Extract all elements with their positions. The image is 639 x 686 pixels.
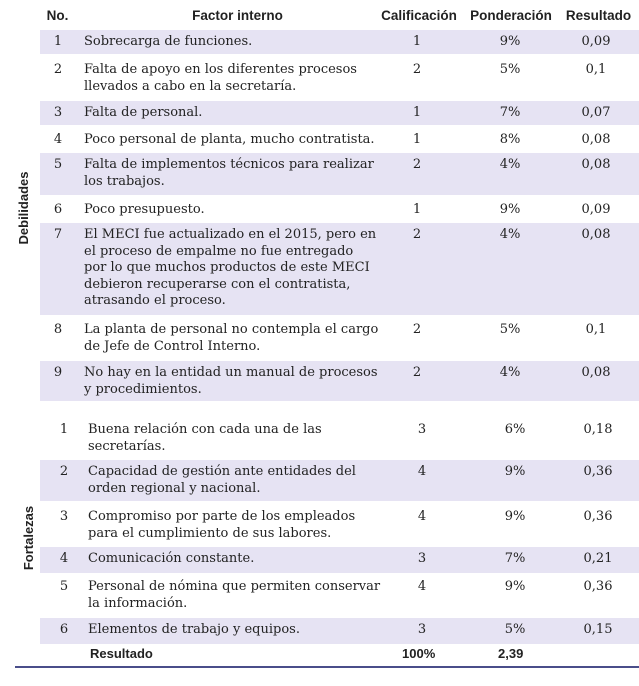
row-ponderacion: 6%	[504, 422, 526, 437]
row-calificacion: 3	[417, 622, 427, 637]
header-ponderacion: Ponderación	[470, 7, 552, 23]
row-number: 7	[53, 227, 63, 242]
section-label-fortalezas: Fortalezas	[21, 505, 36, 571]
row-ponderacion: 9%	[504, 509, 526, 524]
header-resultado: Resultado	[565, 7, 632, 23]
row-factor: Capacidad de gestión ante entidades del orden regional y nacional.	[88, 464, 356, 496]
header-factor: Factor interno	[192, 7, 283, 23]
row-resultado: 0,21	[583, 551, 613, 566]
table-row	[40, 505, 639, 545]
row-calificacion: 2	[412, 365, 422, 380]
row-calificacion: 3	[417, 422, 427, 437]
row-ponderacion: 8%	[499, 132, 521, 147]
table-row	[40, 30, 639, 54]
row-calificacion: 4	[417, 579, 427, 594]
table-row	[40, 575, 639, 615]
row-factor: Sobrecarga de funciones.	[84, 34, 253, 49]
total-ponderacion: 2,39	[498, 646, 524, 661]
row-factor: Comunicación constante.	[88, 551, 255, 566]
total-label: Resultado	[90, 646, 153, 661]
row-ponderacion: 5%	[499, 322, 521, 337]
row-ponderacion: 4%	[499, 157, 521, 172]
table-row	[40, 361, 639, 401]
row-calificacion: 2	[412, 227, 422, 242]
row-ponderacion: 9%	[504, 464, 526, 479]
header-no: No.	[46, 7, 69, 23]
total-row	[40, 646, 639, 664]
row-ponderacion: 7%	[499, 105, 521, 120]
row-resultado: 0,08	[581, 157, 611, 172]
row-factor: Falta de personal.	[84, 105, 203, 120]
row-resultado: 0,08	[581, 227, 611, 242]
row-calificacion: 1	[412, 34, 422, 49]
table-row	[40, 153, 639, 195]
row-calificacion: 1	[412, 132, 422, 147]
row-number: 3	[53, 105, 63, 120]
row-number: 6	[59, 622, 69, 637]
bottom-divider	[15, 666, 639, 668]
row-number: 2	[53, 62, 63, 77]
row-ponderacion: 9%	[499, 34, 521, 49]
row-resultado: 0,36	[583, 464, 613, 479]
row-number: 4	[59, 551, 69, 566]
table-row	[40, 460, 639, 501]
row-factor: Buena relación con cada una de las secretarías.	[88, 422, 322, 454]
row-ponderacion: 5%	[504, 622, 526, 637]
total-calificacion: 100%	[402, 646, 436, 661]
row-factor: Personal de nómina que permiten conservar la información.	[88, 579, 381, 611]
row-resultado: 0,15	[583, 622, 613, 637]
row-factor: El MECI fue actualizado en el 2015, pero en el proceso de empalme no fue entregado por lo que muchos productos de este MECI debieron recuperarse con el contratista, atrasando el proceso.	[84, 227, 377, 308]
row-calificacion: 4	[417, 464, 427, 479]
row-resultado: 0,36	[583, 509, 613, 524]
table-row	[40, 547, 639, 573]
row-number: 2	[59, 464, 69, 479]
row-number: 1	[59, 422, 69, 437]
row-factor: La planta de personal no contempla el cargo de Jefe de Control Interno.	[84, 322, 379, 354]
row-factor: Falta de apoyo en los diferentes procesos llevados a cabo en la secretaría.	[84, 62, 357, 94]
table-row	[40, 198, 639, 220]
row-number: 6	[53, 202, 63, 217]
row-resultado: 0,36	[583, 579, 613, 594]
section-label-debilidades: Debilidades	[16, 171, 31, 245]
row-ponderacion: 5%	[499, 62, 521, 77]
row-ponderacion: 4%	[499, 365, 521, 380]
row-resultado: 0,07	[581, 105, 611, 120]
header-calificacion: Calificación	[381, 7, 457, 23]
table-row	[40, 128, 639, 150]
row-number: 1	[53, 34, 63, 49]
row-ponderacion: 7%	[504, 551, 526, 566]
table-row	[40, 223, 639, 315]
table-row	[40, 318, 639, 358]
table-row	[40, 58, 639, 98]
row-ponderacion: 9%	[499, 202, 521, 217]
row-resultado: 0,1	[585, 62, 607, 77]
row-resultado: 0,09	[581, 34, 611, 49]
row-calificacion: 2	[412, 322, 422, 337]
table-row	[40, 618, 639, 644]
table-row	[40, 101, 639, 125]
row-number: 5	[53, 157, 63, 172]
row-calificacion: 1	[412, 105, 422, 120]
row-number: 3	[59, 509, 69, 524]
row-number: 4	[53, 132, 63, 147]
row-number: 5	[59, 579, 69, 594]
row-factor: Elementos de trabajo y equipos.	[88, 622, 300, 637]
row-factor: Falta de implementos técnicos para realizar los trabajos.	[84, 157, 374, 189]
row-calificacion: 4	[417, 509, 427, 524]
row-resultado: 0,08	[581, 365, 611, 380]
row-factor: Compromiso por parte de los empleados para el cumplimiento de sus labores.	[88, 509, 356, 541]
row-resultado: 0,1	[585, 322, 607, 337]
row-factor: No hay en la entidad un manual de procesos y procedimientos.	[84, 365, 378, 397]
row-factor: Poco personal de planta, mucho contratista.	[84, 132, 375, 147]
row-factor: Poco presupuesto.	[84, 202, 205, 217]
row-number: 9	[53, 365, 63, 380]
row-resultado: 0,08	[581, 132, 611, 147]
row-calificacion: 1	[412, 202, 422, 217]
row-resultado: 0,09	[581, 202, 611, 217]
row-resultado: 0,18	[583, 422, 613, 437]
row-ponderacion: 9%	[504, 579, 526, 594]
row-calificacion: 2	[412, 157, 422, 172]
table-row	[40, 418, 639, 458]
row-number: 8	[53, 322, 63, 337]
row-ponderacion: 4%	[499, 227, 521, 242]
row-calificacion: 3	[417, 551, 427, 566]
row-calificacion: 2	[412, 62, 422, 77]
